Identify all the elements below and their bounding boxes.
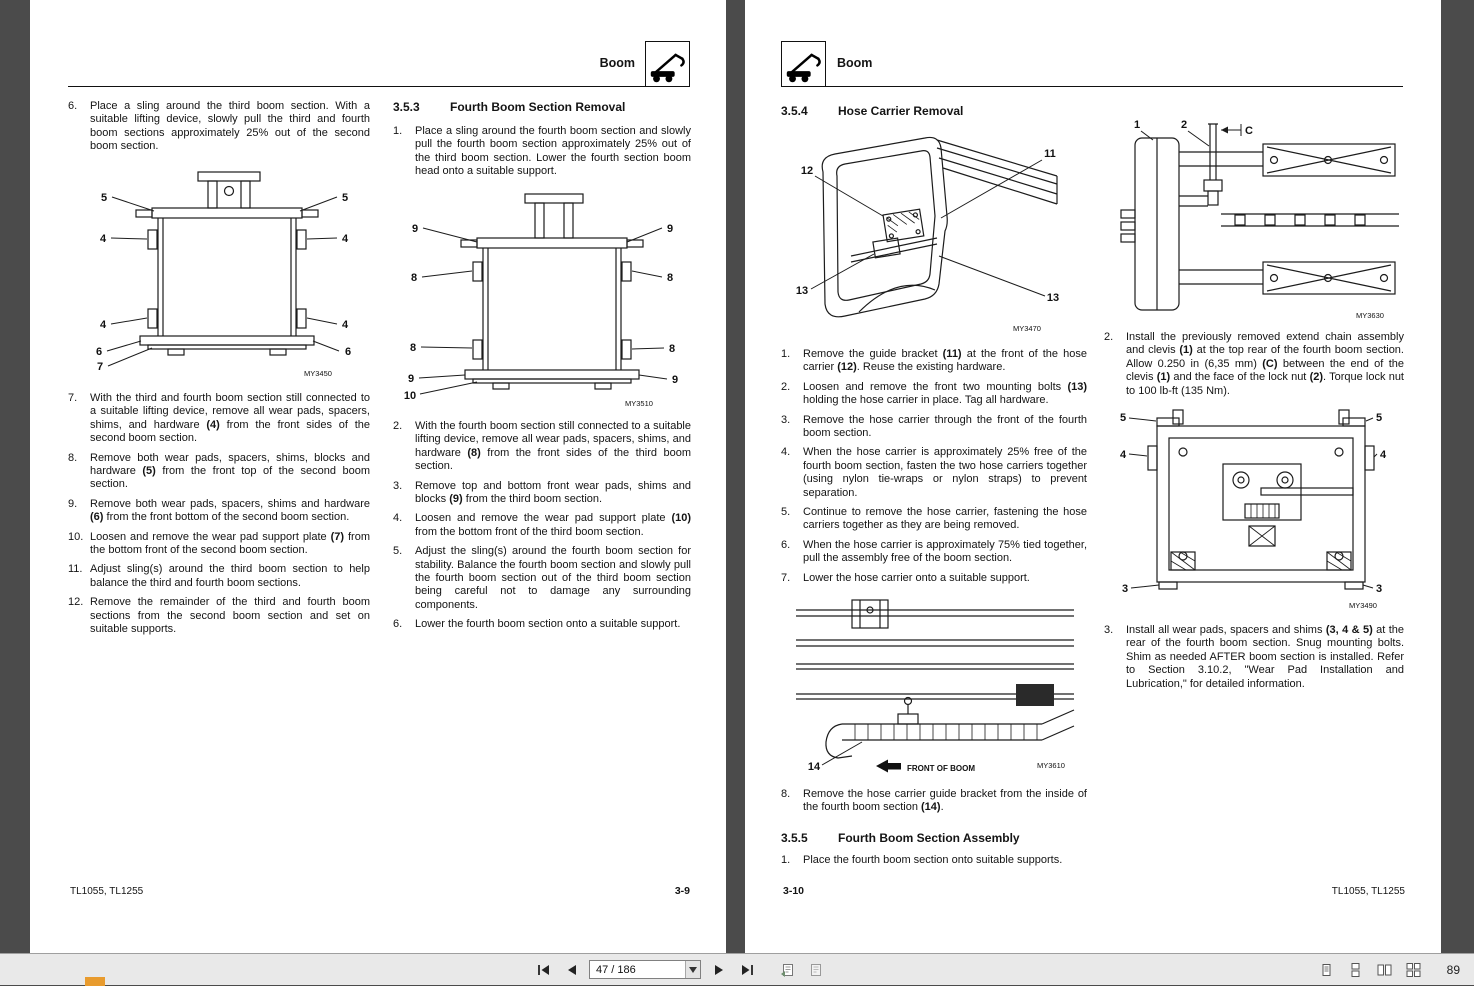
previous-page-button[interactable] [561,960,581,980]
facing-pages-view-icon[interactable] [1375,960,1395,980]
procedure-step [68,563,370,590]
step-text: Place a sling around the third boom section. With a suitable lifting device, slowly pull the third and fourth boom sections approximately 25% out of the second boom section. [90,100,370,153]
figure-callout: 4 [1379,449,1387,461]
procedure-step [393,512,691,539]
header-rule [781,86,1403,87]
figure-callout: 4 [341,233,349,245]
figure-my3610 [790,598,1080,780]
figure-callout: 5 [1119,412,1127,424]
figure-callout: 6 [95,346,103,358]
boom-front-view-drawing [393,192,695,417]
step-number: 4. [781,446,791,459]
figure-my3470 [787,124,1079,342]
step-text: When the hose carrier is approximately 25% free of the fourth boom section, fasten the two hose carriers together (using nylon tie-wraps or nylon straps) to prevent separation. [803,446,1087,499]
figure-callout: 3 [1121,583,1129,595]
procedure-step [393,618,691,631]
column-block [68,100,370,160]
step-text: Remove both wear pads, spacers, shims and hardware (6) from the front bottom of the second boom section. [90,497,370,524]
step-text: Adjust the sling(s) around the fourth boom section for stability. Balance the fourth boom section and slowly pull the fourth boom section out of the third boom section being careful not to damage any surrounding components. [415,545,691,611]
figure-id-label: MY3470 [1013,324,1041,333]
next-page-button[interactable] [709,960,729,980]
figure-id-label: MY3630 [1356,311,1384,320]
next-view-button[interactable] [805,960,825,980]
figure-callout: 13 [1046,292,1060,304]
step-number: 6. [68,100,78,112]
column-block [781,348,1087,591]
footer-model-number: TL1055, TL1255 [70,886,144,897]
procedure-step [781,381,1087,408]
step-text: With the third and fourth boom section still connected to a suitable lifting device, remove all wear pads, spacers, shims, and hardware (4) from the front sides of the second boom section. [90,392,370,445]
page-header-title: Boom [837,56,873,70]
column-block [393,420,691,638]
step-text: Remove the guide bracket (11) at the front of the hose carrier (12). Reuse the existing hardware. [803,348,1087,374]
figure-callout: 13 [795,285,809,297]
figure-id-label: MY3490 [1349,601,1377,610]
figure-callout: 2 [1180,119,1188,131]
step-number: 1. [393,125,403,137]
figure-callout: 8 [410,272,418,284]
viewer-toolbar [0,953,1474,985]
procedure-step [68,100,370,154]
step-number: 3. [393,479,403,492]
boom-chapter-icon [781,41,826,87]
boom-front-view-drawing [68,166,370,388]
page-navigation-controls [533,954,825,985]
step-text: Install all wear pads, spacers and shims (3, 4 & 5) at the rear of the fourth boom section. Snug mounting bolts. Shim as needed AFTER boom section is installed. Refer to Section 3.10.2, "Wear Pad Installation and Lubrication," for detailed information. [1126,624,1404,690]
procedure-step [393,545,691,612]
header-rule [68,86,690,87]
procedure-step [393,420,691,474]
step-text: Loosen and remove the front two mounting bolts (13) holding the hose carrier in place. Tag all hardware. [803,380,1087,407]
step-number: 11. [68,563,83,576]
step-number: 8. [781,788,791,800]
column-block [1104,624,1404,697]
boom-rear-view-drawing [1111,406,1411,614]
procedure-step [68,498,370,525]
first-page-button[interactable] [533,960,553,980]
procedure-step [393,125,691,179]
figure-callout: 5 [341,192,349,204]
extend-chain-clevis-drawing [1113,116,1410,330]
figure-callout: 9 [666,223,674,235]
procedure-step [68,531,370,558]
figure-callout: 5 [1375,412,1383,424]
figure-callout: 9 [411,223,419,235]
manual-page-left [30,0,726,953]
step-number: 7. [68,392,78,404]
section-title: Fourth Boom Section Removal [450,100,626,114]
hose-carrier-perspective-drawing [787,124,1079,342]
hose-carrier-side-drawing [790,598,1080,780]
step-number: 1. [781,854,791,866]
footer-model-number: TL1055, TL1255 [1331,886,1405,897]
figure-callout: 8 [666,272,674,284]
step-text: Remove the hose carrier through the front of the fourth boom section. [803,413,1087,440]
previous-view-button[interactable] [777,960,797,980]
procedure-step [781,506,1087,533]
step-text: When the hose carrier is approximately 75% tied together, pull the assembly free of the boom section. [803,538,1087,565]
single-page-view-icon[interactable] [1317,960,1337,980]
section-heading-3-5-3 [393,100,703,114]
figure-callout: 3 [1375,583,1383,595]
page-header-title: Boom [599,56,635,70]
section-title: Hose Carrier Removal [838,104,964,118]
section-heading-3-5-5 [781,831,1101,845]
step-number: 4. [393,512,403,525]
step-text: Remove both wear pads, spacers, shims, blocks and hardware (5) from the front top of the second boom section. [90,451,370,491]
figure-id-label: MY3510 [625,399,653,408]
procedure-step [781,348,1087,375]
figure-callout: 8 [409,342,417,354]
step-number: 2. [393,420,403,432]
footer-page-number: 3-10 [783,885,805,897]
continuous-view-icon[interactable] [1346,960,1366,980]
step-text: Place a sling around the fourth boom section and slowly pull the fourth boom section approximately 25% out of the third boom section. Lower the fourth section boom head onto a suitable support. [415,125,691,178]
step-text: With the fourth boom section still connected to a suitable lifting device, remove all wear pads, spacers, shims, and hardware (8) from the front sides of the third boom section. [415,420,691,473]
front-of-boom-label: FRONT OF BOOM [907,764,975,773]
step-number: 6. [393,618,403,631]
figure-id-label: MY3610 [1037,761,1065,770]
page-number-input[interactable] [589,960,701,979]
figure-id-label: MY3450 [304,369,332,378]
figure-my3490 [1111,406,1411,614]
zoom-level: 89 [1446,962,1460,977]
step-number: 8. [68,451,78,464]
figure-my3510 [393,192,695,417]
figure-callout: 9 [407,373,415,385]
figure-callout: 1 [1133,119,1141,131]
step-text: Loosen and remove the wear pad support plate (7) from the bottom front of the second boom section. [90,530,370,557]
step-number: 5. [781,506,791,519]
figure-callout: 4 [1119,449,1127,461]
footer-page-number: 3-9 [674,885,690,897]
procedure-step [68,596,370,636]
figure-callout: C [1245,125,1253,137]
step-text: Remove the remainder of the third and fourth boom sections from the second boom section and set on suitable supports. [90,596,370,636]
page-dropdown-button[interactable] [685,961,700,978]
figure-my3630 [1113,116,1410,330]
step-number: 10. [68,530,84,543]
figure-my3450 [68,166,370,388]
figure-callout: 12 [800,165,814,177]
step-number: 2. [1104,331,1114,343]
step-text: Place the fourth boom section onto suitable supports. [803,854,1063,866]
step-text: Lower the hose carrier onto a suitable support. [803,571,1030,584]
figure-callout: 10 [403,390,417,402]
step-text: Lower the fourth boom section onto a suitable support. [415,618,681,631]
step-number: 5. [393,545,403,558]
column-block [781,854,1087,873]
step-text: Loosen and remove the wear pad support plate (10) from the bottom front of the third boom section. [415,512,691,538]
column-block [1104,331,1404,404]
figure-callout: 4 [99,319,107,331]
column-block [393,125,691,185]
procedure-step [781,572,1087,585]
procedure-step [393,480,691,507]
figure-callout: 8 [668,343,676,355]
procedure-step [1104,331,1404,398]
figure-callout: 9 [671,374,679,386]
section-title: Fourth Boom Section Assembly [838,831,1020,845]
step-number: 3. [781,413,791,426]
step-number: 12. [68,596,84,609]
continuous-facing-view-icon[interactable] [1404,960,1424,980]
procedure-step [781,788,1087,815]
section-number: 3.5.3 [393,100,420,114]
step-text: Continue to remove the hose carrier, fastening the hose carriers together as they are being removed. [803,506,1087,532]
section-number: 3.5.5 [781,831,808,845]
last-page-button[interactable] [737,960,757,980]
procedure-step [781,539,1087,566]
step-number: 1. [781,348,791,360]
procedure-step [68,392,370,446]
procedure-step [781,446,1087,500]
procedure-step [781,854,1087,867]
step-text: Install the previously removed extend chain assembly and clevis (1) at the top rear of the fourth boom section. Allow 0.250 in (6,35 mm) (C) between the end of the clevis (1) and the face of the lock nut (2). Torque lock nut to 100 lb-ft (135 Nm). [1126,331,1405,397]
step-number: 6. [781,538,791,551]
column-block [68,392,370,643]
section-number: 3.5.4 [781,104,808,118]
manual-page-right [745,0,1441,953]
figure-callout: 7 [96,361,104,373]
column-block [781,788,1087,821]
step-number: 9. [68,497,78,510]
figure-callout: 11 [1044,148,1056,160]
boom-chapter-icon [645,41,690,87]
step-text: Remove top and bottom front wear pads, shims and blocks (9) from the third boom section. [415,479,691,506]
page-number-value: 47 / 186 [596,963,636,976]
step-number: 2. [781,380,791,393]
figure-callout: 14 [807,761,821,773]
figure-callout: 5 [100,192,108,204]
step-text: Remove the hose carrier guide bracket from the inside of the fourth boom section (14). [803,788,1087,814]
figure-callout: 6 [344,346,352,358]
figure-callout: 4 [341,319,349,331]
procedure-step [781,414,1087,441]
figure-callout: 4 [99,233,107,245]
procedure-step [1104,624,1404,691]
step-number: 3. [1104,624,1114,636]
step-number: 7. [781,571,791,584]
page-layout-controls [1317,954,1460,985]
procedure-step [68,452,370,492]
section-heading-3-5-4 [781,104,1101,118]
step-text: Adjust sling(s) around the third boom section to help balance the third and fourth boom sections. [90,563,370,589]
